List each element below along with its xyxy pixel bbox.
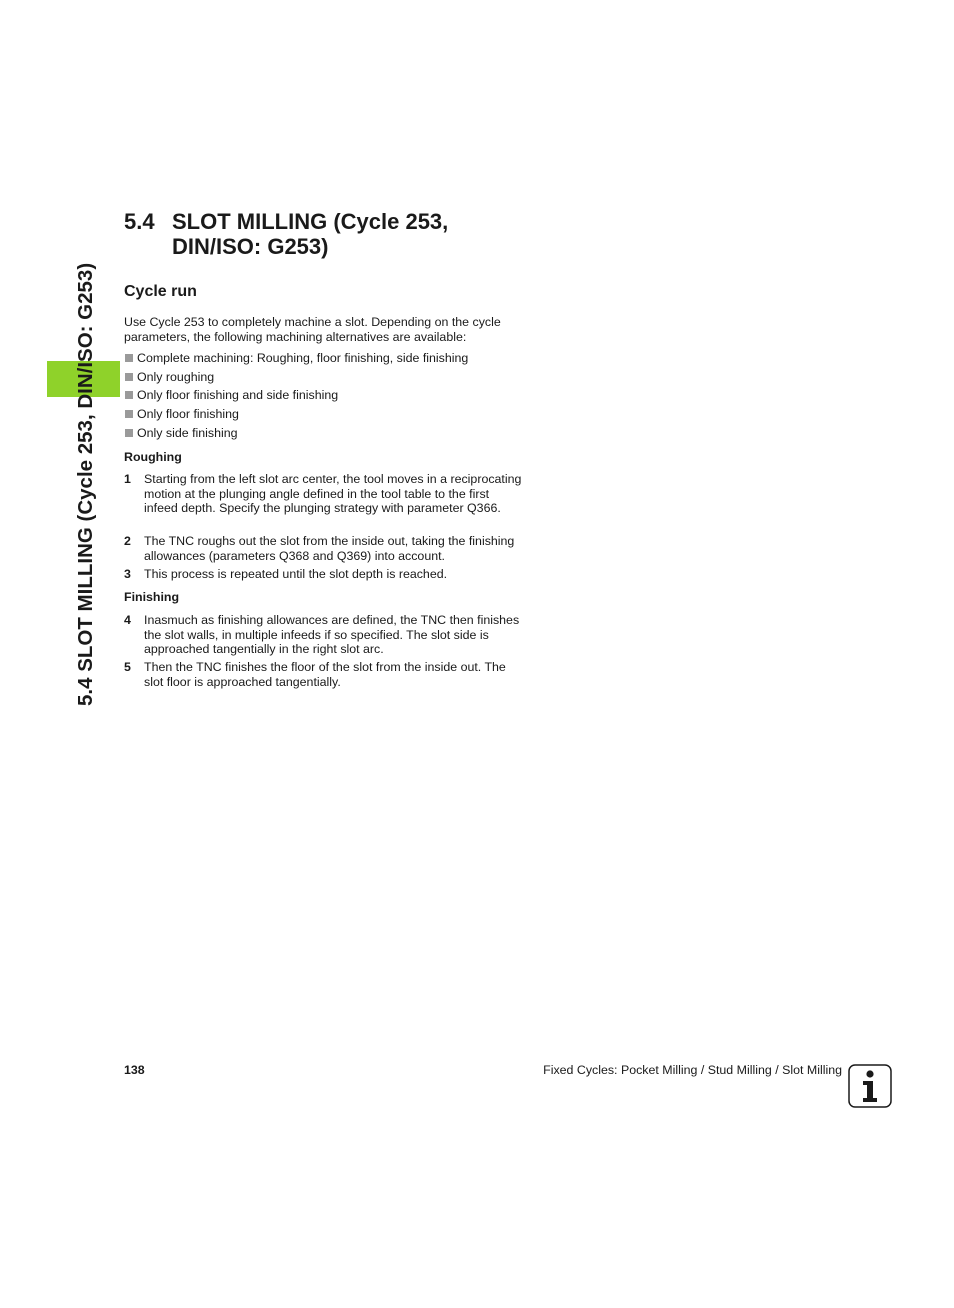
step-number: 3 — [124, 567, 131, 581]
step-number: 4 — [124, 613, 131, 627]
bullet-square-icon — [125, 354, 133, 362]
roughing-step-2 — [124, 534, 524, 563]
footer-chapter-title: Fixed Cycles: Pocket Milling / Stud Milling / Slot Milling — [543, 1063, 842, 1077]
roughing-step-3 — [124, 567, 524, 582]
list-item: Only floor finishing — [124, 407, 468, 426]
step-number: 5 — [124, 660, 131, 674]
intro-paragraph: Use Cycle 253 to completely machine a slot. Depending on the cycle parameters, the following machining alternatives are available: — [124, 315, 501, 344]
list-item: Complete machining: Roughing, floor finishing, side finishing — [124, 351, 468, 370]
page-number: 138 — [124, 1063, 145, 1077]
alternatives-list — [124, 351, 468, 444]
step-text: Starting from the left slot arc center, the tool moves in a reciprocating motion at the plunging angle defined in the tool table to the first infeed depth. Specify the plunging strategy with parameter Q366. — [144, 472, 522, 515]
list-item: Only floor finishing and side finishing — [124, 388, 468, 407]
step-text: The TNC roughs out the slot from the inside out, taking the finishing allowances (parameters Q368 and Q369) into account. — [144, 534, 515, 563]
bullet-square-icon — [125, 391, 133, 399]
roughing-step-1 — [124, 472, 524, 516]
section-title-line2: DIN/ISO: G253) — [172, 234, 329, 259]
step-number: 1 — [124, 472, 131, 486]
side-running-title: 5.4 SLOT MILLING (Cycle 253, DIN/ISO: G253) — [74, 262, 97, 706]
step-text: Inasmuch as finishing allowances are defined, the TNC then finishes the slot walls, in multiple infeeds if so specified. The slot side is approached tangentially in the right slot arc. — [144, 613, 520, 656]
section-number: 5.4 — [124, 209, 155, 234]
step-number: 2 — [124, 534, 131, 548]
step-text: This process is repeated until the slot depth is reached. — [144, 567, 448, 581]
step-text: Then the TNC finishes the floor of the slot from the inside out. The slot floor is approached tangentially. — [144, 660, 506, 689]
roughing-heading: Roughing — [124, 450, 182, 464]
section-title-line1: SLOT MILLING (Cycle 253, — [172, 209, 449, 234]
bullet-square-icon — [125, 429, 133, 437]
finishing-step-5 — [124, 660, 524, 689]
bullet-square-icon — [125, 373, 133, 381]
finishing-step-4 — [124, 613, 524, 657]
info-icon — [848, 1064, 892, 1108]
section-heading — [124, 209, 544, 259]
subsection-heading: Cycle run — [124, 283, 197, 300]
list-item: Only side finishing — [124, 426, 468, 445]
finishing-heading: Finishing — [124, 590, 180, 604]
list-item: Only roughing — [124, 370, 468, 389]
bullet-square-icon — [125, 410, 133, 418]
